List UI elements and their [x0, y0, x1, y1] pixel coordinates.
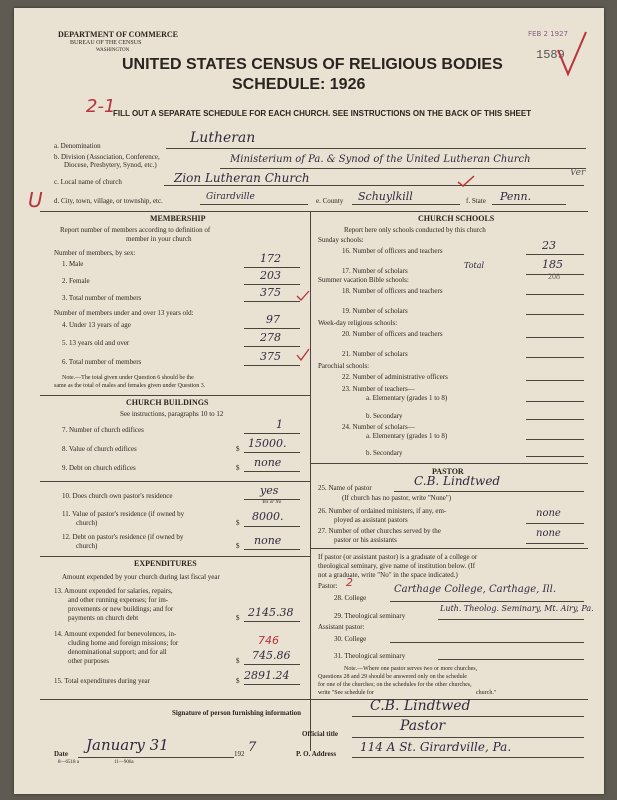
- po-address-value: 114 A St. Girardville, Pa.: [360, 740, 512, 754]
- graduate-note-2: theological seminary, give name of institution below. (If: [318, 562, 476, 570]
- po-address-label: P. O. Address: [296, 750, 337, 758]
- q19-label: 19. Number of scholars: [342, 307, 408, 315]
- q8-value: 15000.: [248, 437, 287, 450]
- q16-value: 23: [542, 239, 556, 252]
- q3-line: [244, 301, 300, 302]
- q17-value: 185: [542, 258, 563, 271]
- q12-label-1: 12. Debt on pastor's residence (if owned by: [62, 533, 184, 541]
- q24b-label: b. Secondary: [366, 449, 403, 457]
- q29-line: [438, 619, 584, 620]
- q3-label: 3. Total number of members: [62, 294, 142, 302]
- state-label: f. State: [466, 197, 486, 205]
- q16-line: [526, 254, 584, 255]
- q23a-line: [526, 401, 584, 402]
- q5-line: [244, 346, 300, 347]
- q14-label-2: cluding home and foreign missions; for: [68, 639, 179, 647]
- q21-line: [526, 357, 584, 358]
- q2-value: 203: [260, 269, 281, 282]
- bureau-label: BUREAU OF THE CENSUS: [70, 40, 142, 46]
- q23a-label: a. Elementary (grades 1 to 8): [366, 394, 448, 402]
- date-line: [78, 757, 234, 758]
- denomination-label: a. Denomination: [54, 142, 101, 150]
- q27-line: [526, 543, 584, 544]
- side-mark: U: [28, 188, 43, 212]
- date-year-print: 192: [234, 750, 245, 758]
- q28-label: 28. College: [334, 594, 367, 602]
- q13-line: [244, 621, 300, 622]
- q12-label-2: church): [76, 542, 98, 550]
- q6-line: [244, 365, 300, 366]
- red-check-icon: [456, 174, 476, 188]
- state-value: Penn.: [500, 190, 532, 203]
- q15-line: [244, 684, 300, 685]
- section-top-rule: [40, 211, 588, 212]
- by-sex-label: Number of members, by sex:: [54, 249, 136, 257]
- membership-sub-2: member in your church: [126, 235, 192, 243]
- q26-line: [526, 523, 584, 524]
- q14-dollar: $: [236, 657, 240, 665]
- check-mark-icon: [554, 28, 588, 78]
- residence-rule: [40, 481, 310, 482]
- signature-line: [352, 716, 584, 717]
- official-title-label: Official title: [302, 730, 338, 738]
- q6-value: 375: [260, 350, 281, 363]
- q12-line: [244, 549, 300, 550]
- form-number: 8—6518 a: [58, 760, 79, 765]
- buildings-sub: See instructions, paragraphs 10 to 12: [120, 410, 224, 418]
- local-name-label: c. Local name of church: [54, 178, 122, 186]
- pastor-rule: [310, 463, 588, 464]
- pastor-note-3: for one of the churches; on the schedules for the other churches,: [318, 682, 472, 688]
- assistant-label: Assistant pastor:: [318, 623, 365, 631]
- q23-label: 23. Number of teachers—: [342, 385, 415, 393]
- q24-label: 24. Number of scholars—: [342, 423, 415, 431]
- q15-dollar: $: [236, 677, 240, 685]
- q1-label: 1. Male: [62, 260, 84, 268]
- city-label: WASHINGTON: [96, 48, 130, 53]
- official-title-value: Pastor: [400, 718, 446, 734]
- q4-line: [244, 328, 300, 329]
- q10-value: yes: [260, 484, 279, 497]
- q3-value: 375: [260, 286, 281, 299]
- q29-label: 29. Theological seminary: [334, 612, 406, 620]
- q25-value: C.B. Lindtwed: [414, 474, 501, 488]
- q5-value: 278: [260, 331, 281, 344]
- pastor-note-4: write "See schedule for: [318, 690, 374, 696]
- schedule-number: 1589: [536, 48, 565, 62]
- q10-label: 10. Does church own pastor's residence: [62, 492, 173, 500]
- census-schedule-page: [14, 8, 604, 794]
- q13-dollar: $: [236, 614, 240, 622]
- q13-label-4: payments on church debt: [68, 614, 139, 622]
- q28-value: Carthage College, Carthage, Ill.: [394, 584, 556, 595]
- pastor-heading: PASTOR: [432, 467, 464, 476]
- q31-label: 31. Theological seminary: [334, 652, 406, 660]
- yes-no-hint: Yes or No: [262, 500, 282, 505]
- q17-red-total: 208: [548, 272, 560, 281]
- q13-label-3: provements or new buildings; and for: [68, 605, 174, 613]
- summer-label: Summer vacation Bible schools:: [318, 276, 409, 284]
- q2-line: [244, 284, 300, 285]
- center-divider: [310, 211, 311, 751]
- pastor-note-2: Questions 28 and 29 should be answered only on the schedule: [318, 674, 467, 680]
- expenditures-rule: [40, 556, 310, 557]
- form-schedule: SCHEDULE: 1926: [232, 76, 366, 93]
- division-label-2: Diocese, Presbytery, Synod, etc.): [64, 161, 157, 169]
- q12-dollar: $: [236, 542, 240, 550]
- q18-label: 18. Number of officers and teachers: [342, 287, 443, 295]
- q2-label: 2. Female: [62, 277, 90, 285]
- q5-label: 5. 13 years old and over: [62, 339, 130, 347]
- q25-note: (If church has no pastor, write "None"): [342, 494, 452, 502]
- q17-label: 17. Number of scholars: [342, 267, 408, 275]
- signature-label: Signature of person furnishing information: [172, 709, 301, 717]
- denomination-line: [166, 148, 586, 149]
- q14-label-1: 14. Amount expended for benevolences, in-: [54, 630, 177, 638]
- pastor-sub-label: Pastor:: [318, 582, 338, 590]
- membership-heading: MEMBERSHIP: [150, 214, 206, 223]
- q9-value: none: [254, 456, 282, 469]
- q24a-label: a. Elementary (grades 1 to 8): [366, 432, 448, 440]
- q12-value: none: [254, 534, 282, 547]
- q27-value: none: [536, 528, 561, 539]
- q14-label-4: other purposes: [68, 657, 110, 665]
- denomination-value: Lutheran: [190, 130, 256, 146]
- po-address-line: [352, 757, 584, 758]
- sunday-label: Sunday schools:: [318, 236, 364, 244]
- q22-label: 22. Number of administrative officers: [342, 373, 448, 381]
- membership-sub-1: Report number of members according to definition of: [60, 226, 211, 234]
- q18-line: [526, 294, 584, 295]
- local-name-value: Zion Lutheran Church: [174, 171, 310, 185]
- q17-note: Total: [464, 261, 485, 270]
- graduate-note-1: If pastor (or assistant pastor) is a graduate of a college or: [318, 553, 478, 561]
- q20-label: 20. Number of officers and teachers: [342, 330, 443, 338]
- q14-line: [244, 664, 300, 665]
- q29-value: Luth. Theolog. Seminary, Mt. Airy, Pa.: [440, 604, 594, 613]
- q27-label-2: pastor or his assistants: [334, 536, 397, 544]
- q22-line: [526, 380, 584, 381]
- q30-line: [390, 642, 584, 643]
- q30-label: 30. College: [334, 635, 367, 643]
- q28-line: [390, 601, 584, 602]
- under-over-label: Number of members under and over 13 years old:: [54, 309, 194, 317]
- q26-label-1: 26. Number of ordained ministers, if any, em-: [318, 507, 447, 515]
- q6-label: 6. Total number of members: [62, 358, 142, 366]
- official-title-line: [352, 737, 584, 738]
- q24a-line: [526, 439, 584, 440]
- q9-dollar: $: [236, 464, 240, 472]
- q14-label-3: denominational support; and for all: [68, 648, 167, 656]
- q7-value: 1: [276, 418, 283, 431]
- county-value: Schuylkill: [358, 190, 413, 203]
- q13-value: 2145.38: [248, 606, 294, 619]
- q13-label-1: 13. Amount expended for salaries, repairs,: [54, 587, 173, 595]
- footer-rule: [40, 699, 588, 700]
- form-title: UNITED STATES CENSUS OF RELIGIOUS BODIES: [122, 56, 503, 73]
- received-stamp: FEB 2 1927: [528, 30, 568, 38]
- membership-note-2: same as the total of males and females given under Question 3.: [54, 383, 206, 389]
- buildings-heading: CHURCH BUILDINGS: [126, 398, 209, 407]
- county-label: e. County: [316, 197, 344, 205]
- q20-line: [526, 337, 584, 338]
- q14-red-note: 746: [258, 634, 279, 647]
- expenditures-heading: EXPENDITURES: [134, 559, 197, 568]
- q3-check-icon: [296, 290, 310, 302]
- state-line: [492, 204, 566, 205]
- dept-label: DEPARTMENT OF COMMERCE: [58, 30, 179, 39]
- buildings-rule: [40, 395, 310, 396]
- city-value: Girardville: [206, 192, 255, 202]
- county-line: [352, 204, 460, 205]
- q24b-line: [526, 456, 584, 457]
- q21-label: 21. Number of scholars: [342, 350, 408, 358]
- q23b-line: [526, 419, 584, 420]
- form-number-2: 11—906a: [114, 760, 134, 765]
- q9-line: [244, 471, 300, 472]
- q8-line: [244, 452, 300, 453]
- weekday-label: Week-day religious schools:: [318, 319, 398, 327]
- q16-label: 16. Number of officers and teachers: [342, 247, 443, 255]
- date-value: January 31: [86, 736, 169, 754]
- form-instruction: FILL OUT A SEPARATE SCHEDULE FOR EACH CHURCH. SEE INSTRUCTIONS ON THE BACK OF THIS SHEET: [113, 109, 532, 118]
- q4-value: 97: [266, 313, 280, 326]
- q13-label-2: and other running expenses; for im-: [68, 596, 169, 604]
- q8-label: 8. Value of church edifices: [62, 445, 137, 453]
- q25-label: 25. Name of pastor: [318, 484, 372, 492]
- q9-label: 9. Debt on church edifices: [62, 464, 136, 472]
- q11-label-1: 11. Value of pastor's residence (if owned by: [62, 510, 185, 518]
- division-label-1: b. Division (Association, Conference,: [54, 153, 160, 161]
- q23b-label: b. Secondary: [366, 412, 403, 420]
- membership-note-1: Note.—The total given under Question 6 should be the: [62, 375, 194, 381]
- q26-label-2: ployed as assistant pastors: [334, 516, 408, 524]
- q14-value: 745.86: [252, 649, 291, 662]
- q11-dollar: $: [236, 519, 240, 527]
- q6-check-icon: [296, 348, 310, 362]
- q11-line: [244, 526, 300, 527]
- q11-label-2: church): [76, 519, 98, 527]
- city-label: d. City, town, village, or township, etc.: [54, 197, 163, 205]
- parochial-label: Parochial schools:: [318, 362, 370, 370]
- graduate-note-3: not a graduate, write "No" in the space indicated.): [318, 571, 458, 579]
- q26-value: none: [536, 508, 561, 519]
- expenditures-sub: Amount expended by your church during last fiscal year: [62, 573, 220, 581]
- corner-note: Ver: [570, 168, 586, 178]
- q27-label-1: 27. Number of other churches served by the: [318, 527, 441, 535]
- q8-dollar: $: [236, 445, 240, 453]
- q15-label: 15. Total expenditures during year: [54, 677, 150, 685]
- schools-sub: Report here only schools conducted by this church: [344, 226, 486, 234]
- margin-note: 2-1: [86, 96, 116, 117]
- pastor-red-mark: 2: [346, 576, 353, 589]
- q31-line: [438, 659, 584, 660]
- local-name-line: [164, 185, 584, 186]
- q15-value: 2891.24: [244, 669, 290, 682]
- date-label: Date: [54, 750, 68, 758]
- pastor-note-4b: church.": [476, 690, 497, 696]
- q1-value: 172: [260, 252, 281, 265]
- q25-line: [394, 491, 584, 492]
- graduate-rule: [310, 548, 588, 549]
- q7-line: [244, 433, 300, 434]
- city-line: [200, 204, 308, 205]
- q11-value: 8000.: [252, 510, 284, 523]
- q19-line: [526, 314, 584, 315]
- division-line: [220, 168, 586, 169]
- q4-label: 4. Under 13 years of age: [62, 321, 131, 329]
- signature-value: C.B. Lindtwed: [370, 698, 471, 714]
- schools-heading: CHURCH SCHOOLS: [418, 214, 495, 223]
- date-year-hw: 7: [248, 740, 257, 755]
- q1-line: [244, 267, 300, 268]
- q7-label: 7. Number of church edifices: [62, 426, 144, 434]
- pastor-note-1: Note.—Where one pastor serves two or more churches,: [344, 666, 478, 672]
- division-value: Ministerium of Pa. & Synod of the United Lutheran Church: [230, 154, 531, 165]
